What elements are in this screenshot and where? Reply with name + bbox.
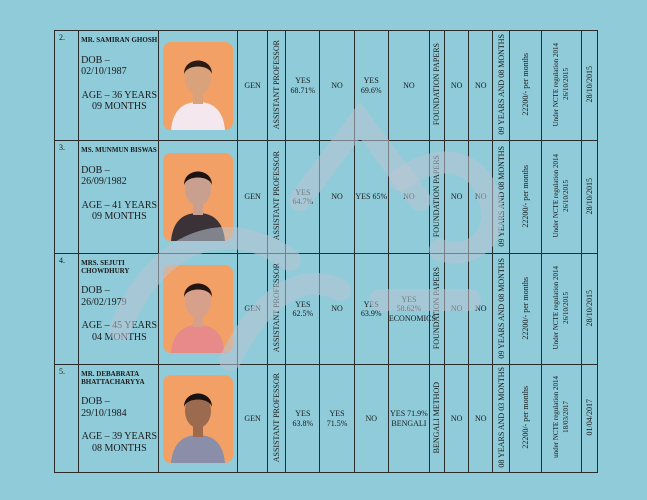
pay-cell xyxy=(510,31,541,141)
pay-cell xyxy=(510,365,541,473)
approval-stack xyxy=(552,154,570,237)
staff-name: MRS. SEJUTI CHOWDHURY xyxy=(81,259,130,275)
approval-cell xyxy=(541,141,581,254)
date-of-birth: DOB – 02/10/1987 xyxy=(81,54,127,78)
photo-cell xyxy=(158,254,237,365)
designation: ASSISTANT PROFESSOR xyxy=(272,263,282,353)
experience-cell xyxy=(493,141,510,254)
staff-name: MR. SAMIRAN GHOSH xyxy=(81,36,158,44)
table-row xyxy=(55,141,598,254)
qualification-4: NO xyxy=(388,31,429,141)
staff-photo xyxy=(163,265,233,353)
experience-cell xyxy=(493,365,510,473)
pay-cell xyxy=(510,141,541,254)
staff-photo xyxy=(163,42,233,130)
experience-cell xyxy=(493,254,510,365)
table-row xyxy=(55,254,598,365)
approval-stack xyxy=(552,266,570,349)
qualification-3: YES 69.6% xyxy=(354,31,388,141)
experience: 08 YEARS AND 03 MONTHS xyxy=(496,367,506,468)
qualification-6: NO xyxy=(469,31,493,141)
qualification-1: YES 68.71% xyxy=(286,31,320,141)
approval-stack xyxy=(552,376,570,458)
staff-photo xyxy=(163,153,233,241)
pay: 22200/- per months xyxy=(520,386,530,449)
approval-note: Under NCTE regulation 2014 xyxy=(552,266,561,350)
qualification-2: NO xyxy=(320,31,354,141)
staff-table xyxy=(54,30,598,473)
qualification-2: NO xyxy=(320,254,354,365)
subject-cell xyxy=(430,254,445,365)
approval-note: Under NCTE regulation 2014 xyxy=(552,42,561,127)
approval-date: 26/10/2015 xyxy=(562,179,571,212)
approval-cell xyxy=(541,365,581,473)
qualification-3: YES 63.9% xyxy=(354,254,388,365)
joining-date: 28/10/2015 xyxy=(584,289,594,327)
experience: 09 YEARS AND 08 MONTHS xyxy=(496,257,506,359)
designation-cell xyxy=(268,254,286,365)
table-row xyxy=(55,365,598,473)
staff-name: MS. MUNMUN BISWAS xyxy=(81,146,157,154)
approval-date: 26/10/2015 xyxy=(562,68,571,101)
pay-cell xyxy=(510,254,541,365)
qualification-4: YES 58.62% ECONOMICS xyxy=(388,254,429,365)
experience-cell xyxy=(493,31,510,141)
age: AGE – 39 YEARS 08 MONTHS xyxy=(81,431,158,454)
qualification-4: NO xyxy=(388,141,429,254)
designation: ASSISTANT PROFESSOR xyxy=(272,39,282,130)
qualification-5: NO xyxy=(445,141,469,254)
photo-cell xyxy=(158,31,237,141)
qualification-6: NO xyxy=(469,254,493,365)
age: AGE – 45 YEARS 04 MONTHS xyxy=(81,320,158,343)
subject: FOUNDATION PAPERS xyxy=(432,43,442,126)
date-of-birth: DOB – 26/09/1982 xyxy=(81,164,127,188)
qualification-2: NO xyxy=(320,141,354,254)
subject-cell xyxy=(430,31,445,141)
pay: 22200/- per months xyxy=(520,276,530,340)
category: GEN xyxy=(238,365,268,473)
approval-date: 26/10/2015 xyxy=(562,291,571,324)
approval-date: 18/03/2017 xyxy=(562,401,571,434)
name-cell xyxy=(79,254,158,365)
designation: ASSISTANT PROFESSOR xyxy=(272,151,282,241)
designation-cell xyxy=(268,31,286,141)
name-cell xyxy=(79,141,158,254)
qualification-1: YES 64.7% xyxy=(286,141,320,254)
table-row xyxy=(55,31,598,141)
qualification-6: NO xyxy=(469,365,493,473)
pay: 22200/- per months xyxy=(520,164,530,228)
photo-cell xyxy=(158,141,237,254)
approval-cell xyxy=(541,31,581,141)
qualification-1: YES 63.8% xyxy=(286,365,320,473)
name-cell xyxy=(79,365,158,473)
designation-cell xyxy=(268,365,286,473)
pay: 22200/- per months xyxy=(520,53,530,116)
joining-date: 28/10/2015 xyxy=(584,177,594,215)
qualification-5: NO xyxy=(445,31,469,141)
qualification-3: YES 65% xyxy=(354,141,388,254)
name-cell xyxy=(79,31,158,141)
approval-stack xyxy=(552,43,570,126)
staff-name: MR. DEBABRATA BHATTACHARYYA xyxy=(81,370,145,386)
category: GEN xyxy=(238,254,268,365)
date-of-birth: DOB – 26/02/1979 xyxy=(81,285,127,308)
qualification-2: YES 71.5% xyxy=(320,365,354,473)
joining-cell xyxy=(581,31,597,141)
qualification-6: NO xyxy=(469,141,493,254)
subject: FOUNDATION PAPERS xyxy=(432,154,442,237)
experience: 09 YEARS AND 08 MONTHS xyxy=(496,34,506,135)
designation-cell xyxy=(268,141,286,254)
serial-number: 3. xyxy=(55,141,79,254)
serial-number: 4. xyxy=(55,254,79,365)
photo-cell xyxy=(158,365,237,473)
category: GEN xyxy=(238,31,268,141)
qualification-3: NO xyxy=(354,365,388,473)
joining-cell xyxy=(581,141,597,254)
age: AGE – 36 YEARS 09 MONTHS xyxy=(81,89,158,113)
designation: ASSISTANT PROFESSOR xyxy=(272,372,282,463)
subject: BENGALI METHOD xyxy=(432,381,442,454)
staff-photo xyxy=(163,375,233,463)
category: GEN xyxy=(238,141,268,254)
approval-note: under NCTE regulation 2014 xyxy=(552,376,561,459)
serial-number: 2. xyxy=(55,31,79,141)
joining-cell xyxy=(581,254,597,365)
joining-date: 01/04/2017 xyxy=(584,399,594,436)
qualification-4: YES 71.9% BENGALI xyxy=(388,365,429,473)
experience: 09 YEARS AND 08 MONTHS xyxy=(496,145,506,247)
age: AGE – 41 YEARS 09 MONTHS xyxy=(81,199,158,223)
approval-cell xyxy=(541,254,581,365)
approval-note: Under NCTE regulation 2014 xyxy=(552,154,561,238)
qualification-1: YES 62.5% xyxy=(286,254,320,365)
joining-cell xyxy=(581,365,597,473)
subject: FOUNDATION PAPERS xyxy=(432,266,442,349)
subject-cell xyxy=(430,365,445,473)
joining-date: 28/10/2015 xyxy=(584,66,594,103)
date-of-birth: DOB – 29/10/1984 xyxy=(81,396,127,419)
subject-cell xyxy=(430,141,445,254)
qualification-5: NO xyxy=(445,254,469,365)
serial-number: 5. xyxy=(55,365,79,473)
qualification-5: NO xyxy=(445,365,469,473)
